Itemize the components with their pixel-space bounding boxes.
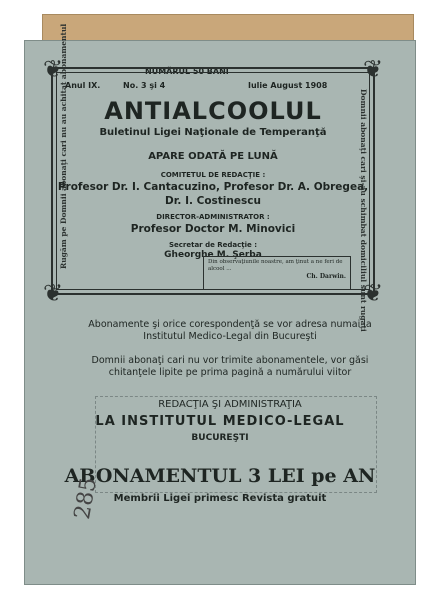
magazine-subtitle: Buletinul Ligei Naţionale de Temperanţă — [99, 127, 327, 138]
subscription-price: ABONAMENTUL 3 LEI pe AN — [64, 465, 376, 487]
magazine-title: ANTIALCOOLUL — [104, 97, 322, 125]
ornament-icon: ❦ — [42, 55, 64, 83]
side-note-right: Domnii abonaţi cari şi-au schimbat domiciliul sunt rugaţi — [359, 89, 368, 332]
quote-author: Ch. Darwin. — [306, 273, 346, 280]
side-note-left: Rugăm pe Domnii abonaţi cari nu au achitat abonamentul — [59, 23, 68, 269]
committee-line2: Dr. I. Costinescu — [165, 195, 261, 207]
director-name: Profesor Doctor M. Minovici — [130, 223, 296, 235]
ornament-icon: ❦ — [362, 55, 384, 83]
ornament-icon: ❦ — [362, 279, 384, 307]
quote-text: Din observaţiunile noastre, am ţinut a ne feri de alcool ... — [208, 259, 343, 272]
price-label: NUMĂRUL 50 BANI — [145, 67, 229, 76]
publication-frequency: APARE ODATĂ PE LUNĂ — [148, 151, 278, 162]
city-name: BUCUREŞTI — [191, 433, 249, 443]
members-notice: Membrii Ligei primesc Revista gratuit — [113, 493, 327, 504]
correspondence-notice: Abonamente şi orice corespondenţă se vor adresa numai la Institutul Medico-Legal din Bucureşti — [88, 319, 372, 342]
quote-box — [203, 256, 351, 290]
issue-months: Iulie August 1908 — [248, 81, 328, 90]
institute-name: LA INSTITUTUL MEDICO-LEGAL — [95, 414, 345, 429]
director-label: DIRECTOR-ADMINISTRATOR : — [156, 213, 270, 221]
ornament-icon: ❦ — [42, 279, 64, 307]
issue-number: No. 3 şi 4 — [123, 81, 166, 90]
receipt-notice: Domnii abonaţi cari nu vor trimite abonamentele, vor găsi chitanţele lipite pe prima pagină a numărului viitor — [91, 355, 369, 378]
year-label: Anul IX. — [65, 81, 101, 90]
handwritten-number: 285 — [70, 475, 102, 522]
secretary-name: Gheorghe M. Şerba — [164, 250, 262, 260]
committee-line1: Profesor Dr. I. Cantacuzino, Profesor Dr. A. Obregea, — [57, 181, 369, 193]
secretary-label: Secretar de Redacţie : — [168, 241, 258, 249]
redaction-label: REDACŢIA ŞI ADMINISTRAŢIA — [158, 399, 302, 410]
committee-label: COMITETUL DE REDACŢIE : — [160, 171, 266, 179]
magazine-cover — [24, 23, 416, 585]
